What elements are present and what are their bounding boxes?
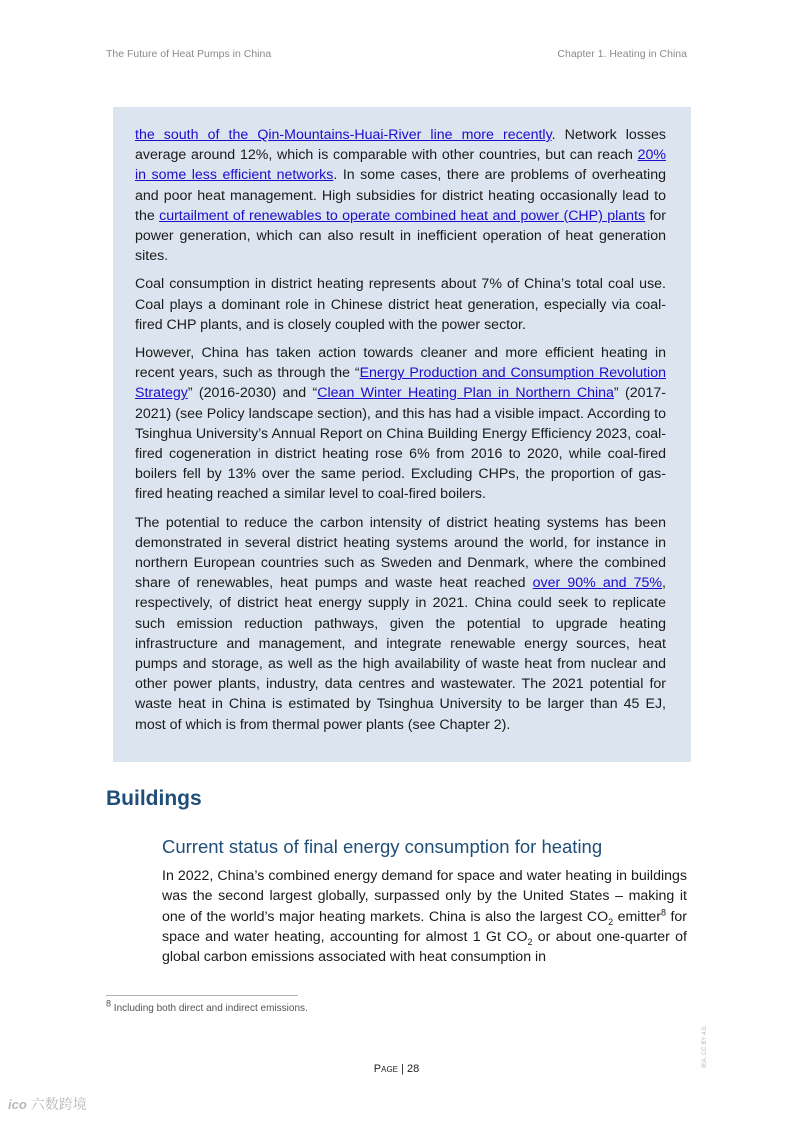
body-paragraph [162, 866, 687, 967]
watermark-text: 六数跨境 [30, 1096, 87, 1112]
text-run: ” (2017-2021) (see Policy landscape section), and this has had a visible impact. According to Tsinghua University’s Annual Report on China Building Energy Efficiency 2023, coal-fired cogeneration in district heating rose 6% from 2016 to 2020, while coal-fired boilers fell by 13% over the same period. Excluding CHPs, the proportion of gas-fired heating reached a similar level to coal-fired boilers. [135, 385, 666, 503]
text-run: In 2022, China’s combined energy demand for space and water heating in buildings was the second largest globally, surpassed only by the United States – making it one of the world’s major heating markets. China is also the largest CO [162, 868, 687, 925]
text-run: for space and water heating, accounting for almost 1 Gt CO [162, 908, 688, 945]
text-run: . Network losses average around 12%, which is comparable with other countries, but can reach [135, 127, 666, 164]
text-run: emitter [613, 908, 661, 925]
page-number-value: 28 [406, 1063, 420, 1075]
footnote-mark: 8 [106, 998, 112, 1009]
text-run: , respectively, of district heat energy supply in 2021. China could seek to replicate such emission reduction pathways, given the potential to upgrade heating infrastructure and management, and integrate renewable energy sources, heat pumps and storage, as well as the high availability of waste heat from nuclear and other power plants, industry, data centres and wastewater. The 2021 potential for waste heat in China is estimated by Tsinghua University to be larger than 45 EJ, most of which is from thermal power plants (see Chapter 2). [135, 575, 666, 733]
link-energy-revolution-strategy[interactable]: Energy Production and Consumption Revolution Strategy [135, 365, 666, 402]
link-network-losses[interactable]: 20% in some less efficient networks [135, 147, 666, 184]
footnote-text: Including both direct and indirect emissions. [111, 1003, 308, 1014]
page-label: Page [373, 1063, 398, 1075]
page-number [0, 1063, 793, 1075]
box-paragraph-3 [135, 343, 666, 505]
subsection-heading: Current status of final energy consumption for heating [162, 836, 603, 857]
license-note: IEA. CC BY 4.0. [702, 1025, 708, 1068]
text-run: ” (2016-2030) and “ [187, 385, 318, 402]
box-paragraph-2: Coal consumption in district heating represents about 7% of China’s total coal use. Coal plays a dominant role in Chinese district heat generation, especially via coal-fired CHP plants, and is closely coupled with the power sector. [135, 276, 666, 333]
subscript: 2 [608, 916, 614, 927]
text-run: The potential to reduce the carbon intensity of district heating systems has been demonstrated in several district heating systems around the world, for instance in northern European countries such as Sweden and Denmark, where the combined share of renewables, heat pumps and waste heat reached [135, 514, 666, 592]
text-run: . In some cases, there are problems of overheating and poor heat management. High subsidies for district heating occasionally lead to the [135, 167, 666, 224]
section-heading: Buildings [106, 787, 202, 810]
link-qin-huai-line[interactable]: the south of the Qin-Mountains-Huai-River line more recently [135, 127, 552, 143]
box-paragraph-1 [135, 125, 666, 266]
footnote [106, 998, 308, 1014]
text-run: for power generation, which can also result in inefficient operation of heat generation sites. [135, 207, 667, 265]
footnote-divider [106, 995, 298, 996]
footnote-ref[interactable]: 8 [660, 906, 666, 917]
highlight-box [113, 107, 691, 762]
link-over-90-75[interactable]: over 90% and 75% [532, 575, 663, 592]
watermark-logo-icon: ico [8, 1096, 27, 1112]
running-header-title: The Future of Heat Pumps in China [106, 48, 272, 60]
highlight-box-content [135, 125, 666, 743]
page-separator: | [398, 1063, 407, 1075]
watermark [8, 1094, 87, 1114]
text-run: However, China has taken action towards cleaner and more efficient heating in recent years, such as through the “ [135, 345, 666, 382]
box-paragraph-4 [135, 513, 666, 735]
running-header-chapter: Chapter 1. Heating in China [557, 48, 687, 60]
link-curtailment-renewables[interactable]: curtailment of renewables to operate combined heat and power (CHP) plants [159, 207, 646, 224]
subscript: 2 [527, 936, 533, 947]
link-clean-winter-heating-plan[interactable]: Clean Winter Heating Plan in Northern China [317, 385, 614, 402]
text-run: or about one-quarter of global carbon emissions associated with heat consumption in [162, 928, 687, 966]
